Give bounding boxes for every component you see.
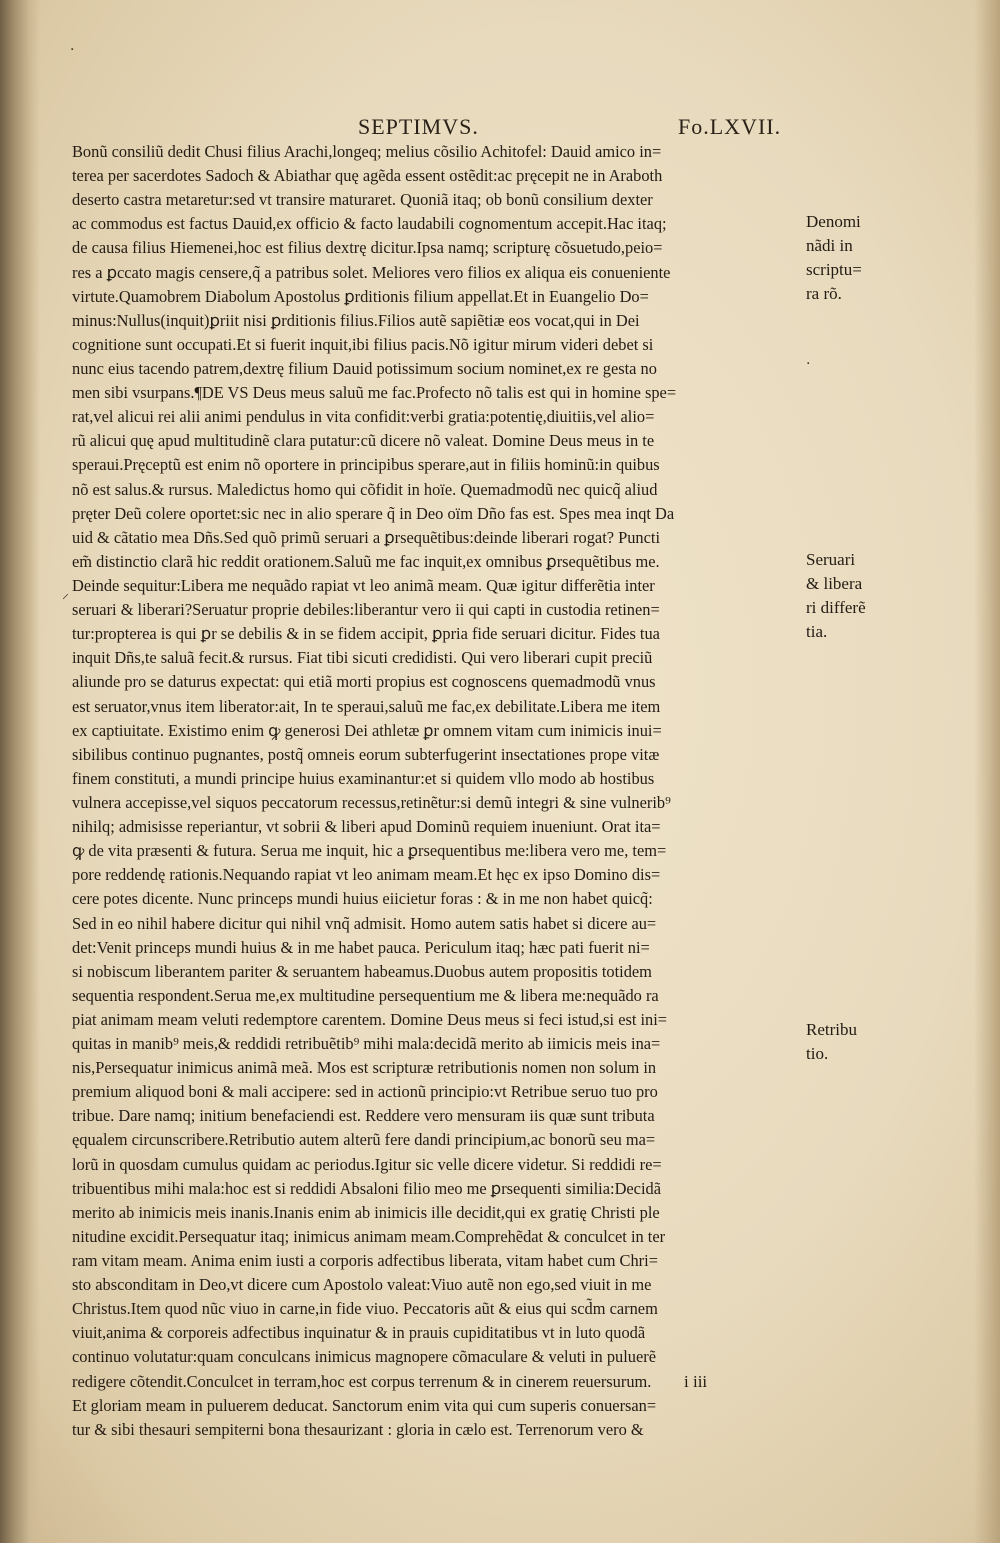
text-line: nitudine excidit.Persequatur itaq; inimicus animam meam.Comprehẽdat & conculcet in ter xyxy=(72,1226,666,1246)
text-line: ram vitam meam. Anima enim iusti a corporis adfectibus liberata, vitam habet cum Chri= xyxy=(72,1251,658,1271)
text-line: continuo volutatur:quam conculcans inimicus magnopere cõmaculare & veluti in puluerẽ xyxy=(72,1347,656,1367)
text-line: deserto castra metaretur:sed vt transire maturaret. Quoniã itaq; ob bonũ consilium dexter xyxy=(72,190,653,210)
text-line: em̃ distinctio clarã hic reddit orationem.Saluũ me fac inquit,ex omnibus ꝑrsequẽtibus me. xyxy=(72,551,660,571)
text-line: tur & sibi thesauri sempiterni bona thesaurizant : gloria in cælo est. Terrenorum vero & xyxy=(72,1419,644,1439)
marginal-note-line: tio. xyxy=(806,1044,829,1063)
text-line: nunc eius tacendo patrem,dextrę filium Dauid potissimum socium nominet,ex re gesta no xyxy=(72,358,657,378)
text-line: tribue. Dare namq; initium benefaciendi est. Reddere vero mensuram iis quæ sunt tributa xyxy=(72,1106,655,1126)
text-line: merito ab inimicis meis inanis.Inanis enim ab inimicis ille decidit,qui ex gratię Christi ple xyxy=(72,1202,660,1222)
text-line: Deinde sequitur:Libera me nequãdo rapiat vt leo animã meam. Quæ igitur differẽtia inter xyxy=(72,575,655,595)
ink-speck: . xyxy=(806,352,811,368)
page-edge xyxy=(974,0,1000,1543)
marginal-note-line: tia. xyxy=(806,622,828,641)
text-line: nõ est salus.& rursus. Maledictus homo qui cõfidit in hoïe. Quemadmodũ nec quicq̃ aliud xyxy=(72,479,658,499)
text-line: vulnera accepisse,vel siquos peccatorum recessus,retinẽtur:si demũ integri & sine vulnerib⁹ xyxy=(72,792,671,812)
main-text-block xyxy=(72,140,800,1442)
text-line: tribuentibus mihi mala:hoc est si reddidi Absaloni filio meo me ꝑrsequenti similia:Decidã xyxy=(72,1178,661,1198)
text-line: est seruator,vnus item liberator:ait, In te speraui,saluũ me fac,ex debilitate.Libera me item xyxy=(72,696,661,716)
text-line: sibilibus continuo pugnantes, postq̃ omneis eorum subterfugerint insectationes prope vitæ xyxy=(72,744,660,764)
text-line: pręter Deũ colere oportet:sic nec in alio sperare q̃ in Deo oïm Dño fas est. Spes mea inqt Da xyxy=(72,503,675,523)
text-line: minus:Nullus(inquit)ꝑriit nisi ꝑrditionis filius.Filios autẽ sapiẽtiæ eos vocat,qui in Dei xyxy=(72,310,640,330)
text-line: sequentia respondent.Serua me,ex multitudine persequentium me & libera me:nequãdo ra xyxy=(72,985,659,1005)
text-line: Christus.Item quod nũc viuo in carne,in fide viuo. Peccatoris aũt & eius qui scd̃m carnem xyxy=(72,1299,658,1319)
text-line: sto absconditam in Deo,vt dicere cum Apostolo valeat:Viuo autẽ non ego,sed viuit in me xyxy=(72,1275,652,1295)
marginal-note-line: ri differẽ xyxy=(806,598,866,617)
marginal-note-line: ra rõ. xyxy=(806,284,842,303)
text-line: lorũ in quosdam cumulus quidam ac periodus.Igitur sic velle dicere videtur. Si reddidi re= xyxy=(72,1154,662,1174)
text-line: viuit,anima & corporeis adfectibus inquinatur & in prauis cupiditatibus vt in luto quodã xyxy=(72,1323,646,1343)
text-line: men sibi vsurpans.¶DE VS Deus meus saluũ me fac.Profecto nõ talis est qui in homine spe= xyxy=(72,383,677,403)
text-line: pore reddendę rationis.Nequando rapiat vt leo animam meam.Et hęc ex ipso Domino dis= xyxy=(72,865,661,885)
text-line: det:Venit princeps mundi huius & in me habet pauca. Periculum itaq; hæc pati fuerit ni= xyxy=(72,937,650,957)
text-line: uid & cãtatio mea Dñs.Sed quõ primũ seruari a ꝑrsequẽtibus:deinde liberari rogat? Puncti xyxy=(72,527,661,547)
marginal-note-seruari xyxy=(806,548,886,644)
text-line: quitas in manib⁹ meis,& reddidi retribuẽtib⁹ mihi mala:decidã merito ab iimicis meis ina= xyxy=(72,1034,661,1054)
text-line: aliunde pro se daturus expectat: qui etiã morti propius est cognoscens quemadmodũ vnus xyxy=(72,672,656,692)
ink-speck: · xyxy=(70,42,75,58)
running-head-title: SEPTIMVS. xyxy=(358,114,479,139)
text-line: ac commodus est factus Dauid,ex officio & facto laudabili cognomentum accepit.Hac itaq; xyxy=(72,214,667,234)
text-line: res a ꝑccato magis censere,q̃ a patribus solet. Meliores vero filios ex aliqua eis conueniente xyxy=(72,262,671,282)
text-line: speraui.Pręceptũ est enim nõ oportere in principibus sperare,aut in filiis hominũ:in quibus xyxy=(72,455,660,475)
text-line: si nobiscum liberantem pariter & seruantem habeamus.Duobus autem propositis totidem xyxy=(72,961,652,981)
marginal-note-line: scriptu= xyxy=(806,260,862,279)
ink-speck: ⸝ xyxy=(62,586,69,602)
text-line: ęqualem circunscribere.Retributio autem alterũ fere dandi principium,ac bonorũ seu ma= xyxy=(72,1130,656,1150)
text-line: tur:propterea is qui ꝑr se debilis & in se fidem accipit, ꝑpria fide seruari dicitur. Fides tua xyxy=(72,624,660,644)
text-line: finem constituti, a mundi principe huius examinantur:et si quidem vllo modo ab hostibus xyxy=(72,768,655,788)
text-line: nihilq; admisisse reperiantur, vt sobrii & liberi apud Dominũ requiem inueniunt. Orat ita= xyxy=(72,817,661,837)
text-line: Bonũ consiliũ dedit Chusi filius Arachi,longeq; melius cõsilio Achitofel: Dauid amico in= xyxy=(72,142,662,161)
text-line: nis,Persequatur inimicus animã meã. Mos est scripturæ retributionis nomen non solum in xyxy=(72,1058,657,1078)
marginal-note-line: Seruari xyxy=(806,550,856,569)
marginal-note-line: Denomi xyxy=(806,212,861,231)
text-line: ex captiuitate. Existimo enim ꝙ generosi Dei athletæ ꝑr omnem vitam cum inimicis inui= xyxy=(72,720,662,740)
text-line: inquit Dñs,te saluã fecit.& rursus. Fiat tibi sicuti credidisti. Qui vero liberari cupit preciũ xyxy=(72,648,653,668)
text-line: terea per sacerdotes Sadoch & Abiathar quę agẽda essent ostẽdit:ac pręcepit ne in Araboth xyxy=(72,166,663,186)
marginal-note-line: & libera xyxy=(806,574,863,593)
text-line: rat,vel alicui rei alii animi pendulus in vita confidit:verbi gratia:potentię,diuitiis,vel alio= xyxy=(72,407,655,427)
text-line: cere potes dicente. Nunc princeps mundi huius eiicietur foras : & in me non habet quicq̃: xyxy=(72,889,653,909)
text-line: Et gloriam meam in puluerem deducat. Sanctorum enim vita qui cum superis conuersan= xyxy=(72,1395,657,1415)
marginal-note-line: nãdi in xyxy=(806,236,853,255)
text-line: Sed in eo nihil habere dicitur qui nihil vnq̃ admisit. Homo autem satis habet si dicere au= xyxy=(72,913,657,933)
text-line: virtute.Quamobrem Diabolum Apostolus ꝑrditionis filium appellat.Et in Euangelio Do= xyxy=(72,286,649,306)
text-line: premium aliquod boni & mali accipere: sed in actionũ principio:vt Retribue seruo tuo pro xyxy=(72,1082,658,1102)
marginal-note-retributio xyxy=(806,1018,886,1066)
text-line: redigere cõtendit.Conculcet in terram,hoc est corpus terrenum & in cinerem reuersurum. xyxy=(72,1371,652,1391)
marginal-note-denominandi xyxy=(806,210,886,306)
text-line: cognitione sunt occupati.Et si fuerit inquit,ibi filius pacis.Nõ igitur mirum videri debet si xyxy=(72,334,654,354)
signature-mark: i iii xyxy=(684,1372,708,1391)
text-line: seruari & liberari?Seruatur proprie debiles:liberantur vero ii qui capti in custodia retinen= xyxy=(72,600,660,620)
text-line: piat animam meam veluti redemptore carentem. Domine Deus meus si feci istud,si est ini= xyxy=(72,1009,668,1029)
text-line: ꝙ de vita præsenti & futura. Serua me inquit, hic a ꝑrsequentibus me:libera vero me, tem= xyxy=(72,841,667,861)
marginal-note-line: Retribu xyxy=(806,1020,857,1039)
text-line: rũ alicui quę apud multitudinẽ clara putatur:cũ dicere nõ valeat. Domine Deus meus in te xyxy=(72,431,655,451)
binding-gutter xyxy=(0,0,40,1543)
folio-number: Fo.LXVII. xyxy=(678,114,782,139)
text-line: de causa filius Hiemenei,hoc est filius dextrę dicitur.Ipsa namq; scripturę cõsuetudo,peio= xyxy=(72,238,663,258)
